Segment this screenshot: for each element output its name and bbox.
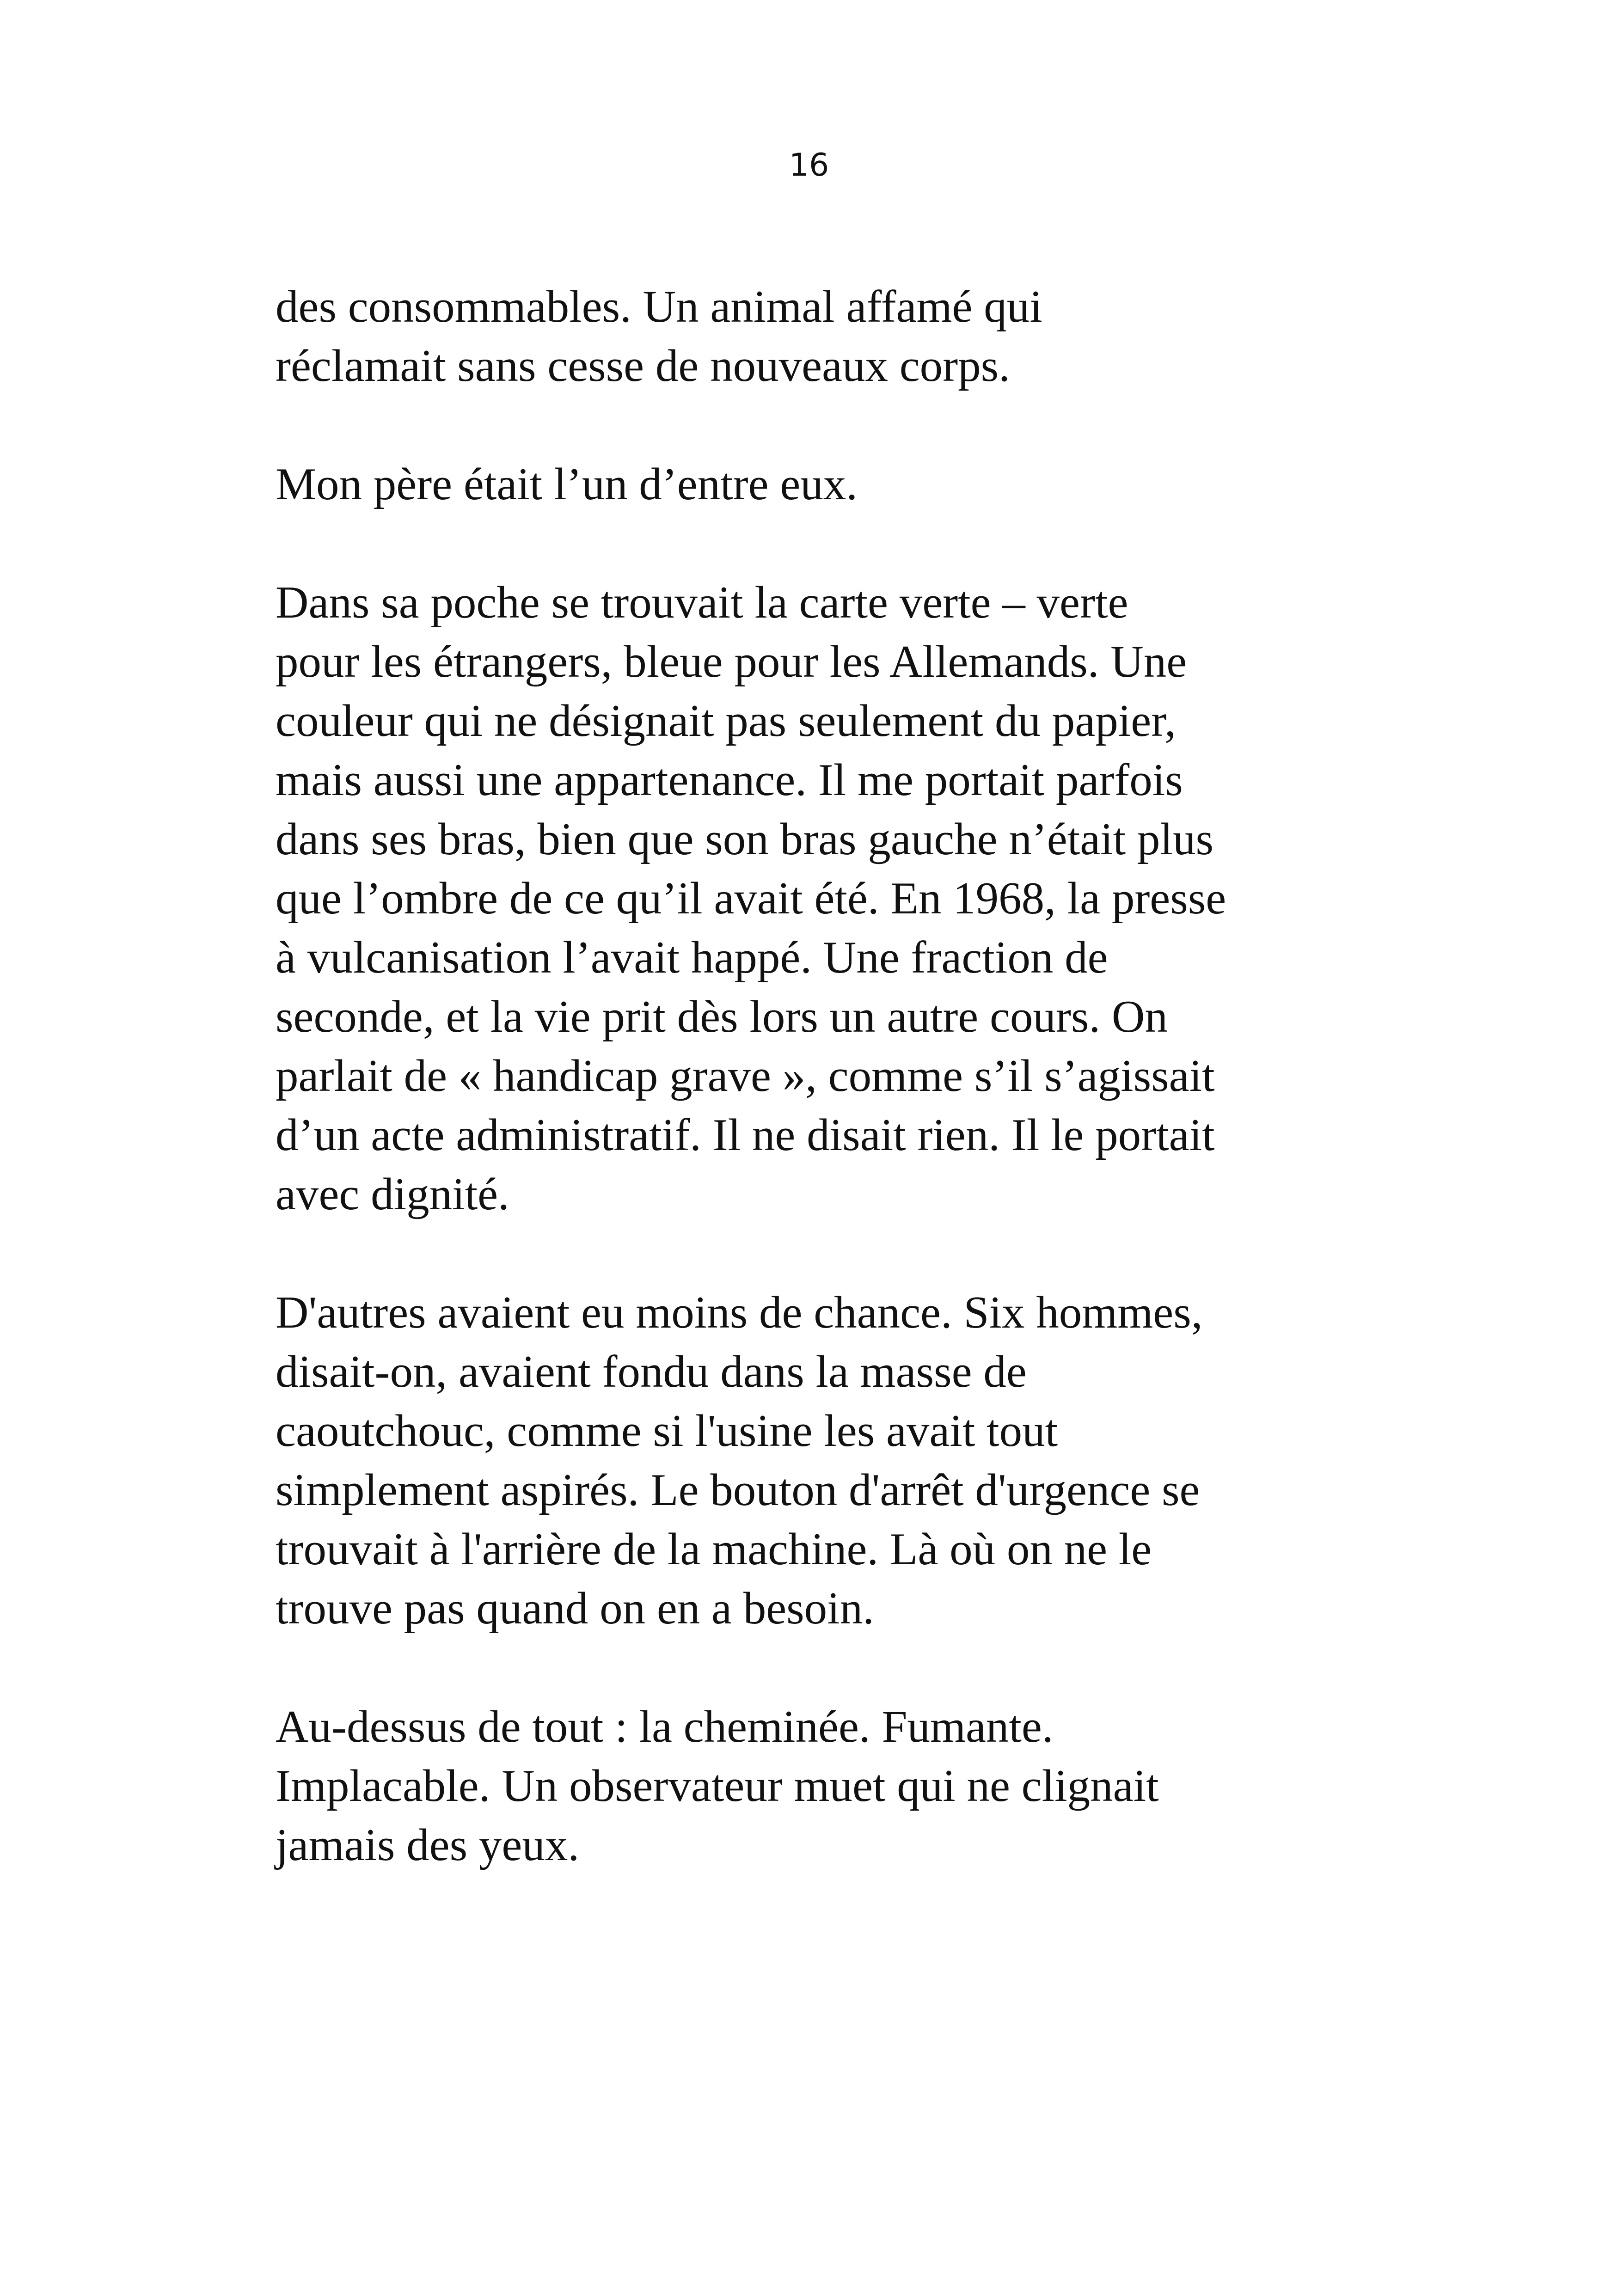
text-line: Dans sa poche se trouvait la carte verte – verte [276, 577, 1128, 628]
page-number: 16 [789, 147, 829, 184]
text-line: Implacable. Un observateur muet qui ne clignait [276, 1761, 1159, 1811]
text-line: couleur qui ne désignait pas seulement du papier, [276, 696, 1176, 746]
text-line: disait-on, avaient fondu dans la masse de [276, 1347, 1027, 1397]
text-line: trouvait à l'arrière de la machine. Là où on ne le [276, 1524, 1152, 1574]
text-line: simplement aspirés. Le bouton d'arrêt d'urgence se [276, 1465, 1200, 1515]
text-line: d’un acte administratif. Il ne disait rien. Il le portait [276, 1110, 1215, 1160]
text-line: des consommables. Un animal affamé qui [276, 282, 1042, 332]
text-line: dans ses bras, bien que son bras gauche n’était plus [276, 814, 1214, 864]
text-line: mais aussi une appartenance. Il me portait parfois [276, 755, 1183, 805]
paragraph [276, 1283, 1385, 1638]
text-line: jamais des yeux. [276, 1820, 580, 1870]
text-line: seconde, et la vie prit dès lors un autre cours. On [276, 992, 1168, 1042]
text-line: Au-dessus de tout : la cheminée. Fumante. [276, 1702, 1054, 1752]
text-line: caoutchouc, comme si l'usine les avait tout [276, 1406, 1058, 1456]
text-line: que l’ombre de ce qu’il avait été. En 1968, la presse [276, 873, 1226, 924]
paragraph [276, 1697, 1385, 1875]
paragraph [276, 455, 1385, 514]
text-line: trouve pas quand on en a besoin. [276, 1583, 874, 1634]
paragraph [276, 277, 1385, 396]
text-line: parlait de « handicap grave », comme s’il s’agissait [276, 1051, 1215, 1101]
text-line: avec dignité. [276, 1169, 509, 1219]
body-text [276, 277, 1385, 1934]
text-line: pour les étrangers, bleue pour les Allemands. Une [276, 637, 1187, 687]
paragraph [276, 573, 1385, 1224]
text-line: réclamait sans cesse de nouveaux corps. [276, 341, 1010, 391]
text-line: à vulcanisation l’avait happé. Une fraction de [276, 932, 1108, 983]
text-line: D'autres avaient eu moins de chance. Six hommes, [276, 1287, 1203, 1338]
text-line: Mon père était l’un d’entre eux. [276, 459, 858, 509]
